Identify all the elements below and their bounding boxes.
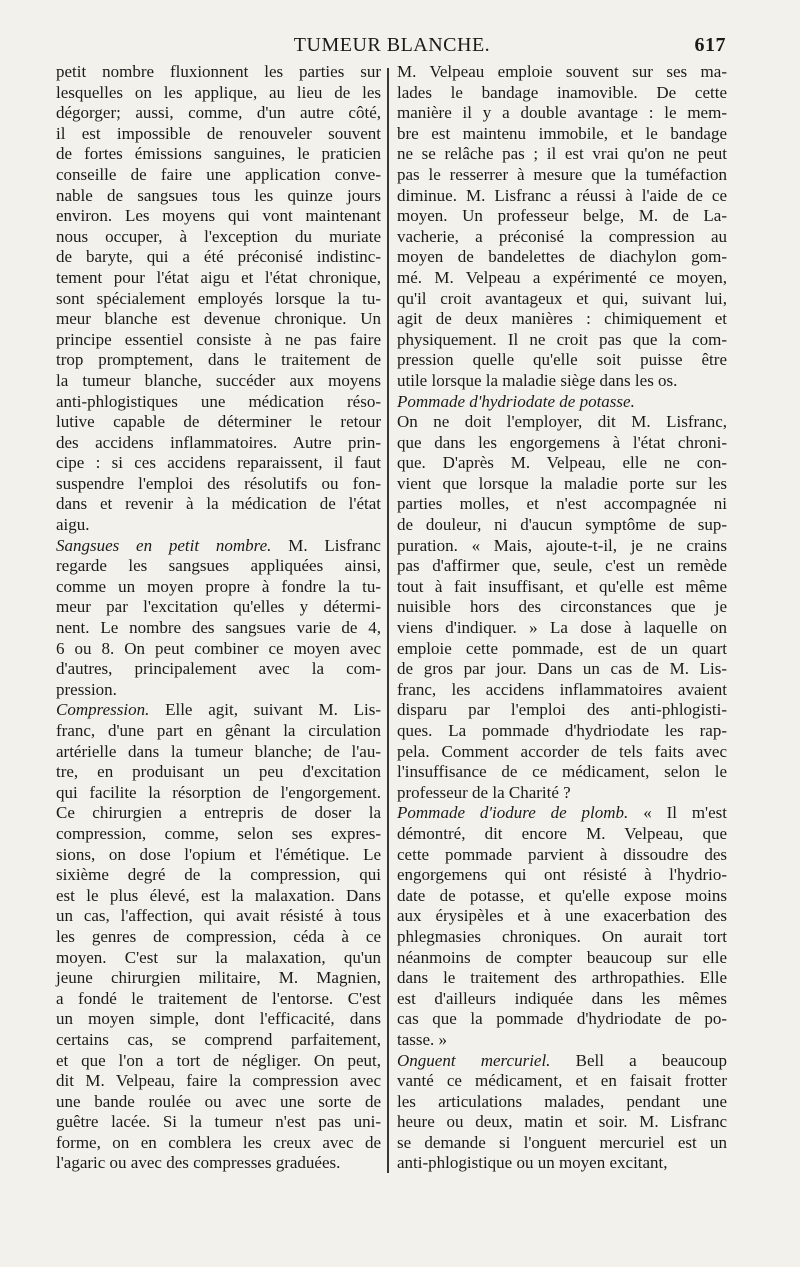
text-line: forme, on en comblera les creux avec de: [56, 1132, 381, 1152]
text-line: compression, comme, selon ses expres-: [56, 823, 381, 843]
text-line: nable de sangsues tous les quinze jours: [56, 185, 381, 205]
text-line: est le plus élevé, est la malaxation. Dans: [56, 885, 381, 905]
text-line: professeur de la Charité ?: [397, 782, 571, 802]
text-line: pression quelle qu'elle soit puisse être: [397, 350, 727, 370]
text-line: moyen de bandelettes de diachylon gom-: [397, 247, 727, 267]
text-line: il est impossible de renouveler souvent: [56, 123, 381, 143]
text-line: franc, d'une part en gênant la circulation: [56, 721, 381, 740]
text-line: guêtre lacée. Si la tumeur n'est pas uni-: [56, 1112, 381, 1132]
text-line: qui facilite la résorption de l'engorgement.: [56, 782, 381, 802]
text-line: que. D'après M. Velpeau, elle ne con-: [397, 453, 727, 473]
text-line: phlegmasies chroniques. On aurait tort: [397, 926, 727, 946]
text-line: d'autres, principalement avec la com-: [56, 659, 381, 679]
text-line: mé. M. Velpeau a expérimenté ce moyen,: [397, 267, 727, 287]
text-line: un moyen simple, dont l'efficacité, dans: [56, 1009, 381, 1029]
text-line: aux érysipèles et à une exacerbation des: [397, 906, 727, 926]
text-line: aigu.: [56, 515, 90, 535]
text-line: Pommade d'hydriodate de potasse.: [397, 391, 635, 411]
text-line: diminue. M. Lisfranc a réussi à l'aide de ce: [397, 185, 727, 205]
text-line: sixième degré de la compression, qui: [56, 865, 381, 885]
text-line: les genres de compression, céda à ce: [56, 926, 381, 946]
text-line: principe essentiel consiste à ne pas faire: [56, 329, 381, 349]
text-line: puration. « Mais, ajoute-t-il, je ne crains: [397, 535, 727, 555]
text-line: heure ou deux, matin et soir. M. Lisfranc: [397, 1112, 727, 1132]
text-line: que dans les engorgemens à l'état chroni-: [397, 432, 727, 452]
text-line: est d'ailleurs indiquée dans les mêmes: [397, 988, 727, 1008]
text-line: vient que lorsque la maladie porte sur les: [397, 473, 727, 493]
text-line: de gros par jour. Dans un cas de M. Lis-: [397, 659, 727, 679]
text-line: date de potasse, et qu'elle expose moins: [397, 885, 727, 905]
text-line: les articulations malades, pendant une: [397, 1091, 727, 1111]
text-line: lutive capable de déterminer le retour: [56, 412, 381, 432]
text-line: tement pour l'état aigu et l'état chronique,: [56, 267, 381, 287]
text-line: lesquelles on les applique, au lieu de les: [56, 82, 381, 102]
text-line: et que l'on a tort de négliger. On peut,: [56, 1050, 381, 1070]
text-line: nent. Le nombre des sangsues varie de 4,: [56, 618, 381, 638]
text-line: sont spécialement employés lorsque la tu-: [56, 288, 381, 308]
text-line: sions, on dose l'opium et l'émétique. Le: [56, 844, 381, 864]
text-line: Compression. Elle agit, suivant M. Lis-: [56, 700, 381, 720]
text-line: physiquement. Il ne croit pas que la com-: [397, 329, 727, 349]
text-line: de fortes émissions sanguines, le praticien: [56, 144, 381, 164]
text-line: emploie cette pommade, est de un quart: [397, 638, 727, 658]
text-line: tasse. »: [397, 1029, 448, 1049]
text-line: bre est maintenu immobile, et le bandage: [397, 123, 727, 143]
text-line: disparu par l'emploi des anti-phlogisti-: [397, 700, 727, 720]
text-line: trop promptement, dans le traitement de: [56, 350, 381, 370]
text-line: vacherie, a préconisé la compression au: [397, 226, 727, 246]
text-line: la tumeur blanche, succéder aux moyens: [56, 370, 381, 390]
text-line: un cas, l'affection, qui avait résisté à tous: [56, 906, 381, 926]
text-line: pas d'affirmer que, seule, c'est un remède: [397, 556, 727, 576]
running-title: TUMEUR BLANCHE.: [293, 34, 491, 56]
page-number: 617: [694, 34, 726, 56]
text-line: dégorger; aussi, comme, d'un autre côté,: [56, 103, 381, 123]
text-line: pression.: [56, 679, 117, 699]
text-line: néanmoins de compter beaucoup sur elle: [397, 947, 727, 967]
text-line: nous occuper, à l'exception du muriate: [56, 226, 381, 246]
text-line: M. Velpeau emploie souvent sur ses ma-: [397, 62, 727, 81]
text-line: On ne doit l'employer, dit M. Lisfranc,: [397, 412, 727, 432]
left-column: [56, 62, 381, 1174]
text-line: agit de deux manières : chimiquement et: [397, 309, 727, 329]
text-line: qu'il croit avantageux et qui, suivant lui,: [397, 288, 727, 308]
text-line: petit nombre fluxionnent les parties sur: [56, 62, 381, 81]
text-line: utile lorsque la maladie siège dans les os.: [397, 370, 678, 390]
text-line: démontré, dit encore M. Velpeau, que: [397, 823, 727, 843]
text-line: ques. La pommade d'hydriodate les rap-: [397, 721, 727, 740]
text-line: l'agaric ou avec des compresses graduées.: [56, 1153, 341, 1173]
text-line: tre, en produisant un peu d'excitation: [56, 762, 381, 782]
text-line: regarde les sangsues appliquées ainsi,: [56, 556, 381, 576]
text-line: manière il y a double avantage : le mem-: [397, 103, 727, 123]
text-line: anti-phlogistique ou un moyen excitant,: [397, 1153, 668, 1173]
text-line: Sangsues en petit nombre. M. Lisfranc: [56, 535, 381, 555]
text-line: anti-phlogistiques une médication réso-: [56, 391, 381, 411]
text-line: moyen. Un professeur belge, M. de La-: [397, 206, 727, 226]
text-line: dans et revenir à la médication de l'état: [56, 494, 381, 514]
text-line: de douleur, ni d'aucun symptôme de sup-: [397, 515, 727, 535]
text-line: suspendre l'emploi des résolutifs ou fon-: [56, 473, 381, 493]
text-line: comme un moyen propre à fondre la tu-: [56, 576, 381, 596]
text-line: une bande roulée ou avec une sorte de: [56, 1091, 381, 1111]
text-line: certains cas, se comprend parfaitement,: [56, 1029, 381, 1049]
text-line: meur blanche est devenue chronique. Un: [56, 309, 381, 329]
text-line: ne se relâche pas ; il est vrai qu'on ne peut: [397, 144, 727, 164]
text-line: conseille de faire une application conve-: [56, 164, 381, 184]
text-line: engorgemens qui ont résisté à l'hydrio-: [397, 865, 727, 885]
text-line: Pommade d'iodure de plomb. « Il m'est: [397, 803, 728, 823]
text-line: se demande si l'onguent mercuriel est un: [397, 1132, 727, 1152]
column-divider: [387, 68, 389, 1173]
text-line: artérielle dans la tumeur blanche; de l'au-: [56, 741, 381, 761]
running-header: [58, 34, 726, 60]
text-line: vanté ce médicament, et en faisait frotter: [397, 1071, 727, 1091]
text-line: cette pommade parvient à dissoudre des: [397, 844, 727, 864]
text-line: 6 ou 8. On peut combiner ce moyen avec: [56, 638, 381, 658]
text-line: tout à fait insuffisant, et qu'elle est même: [397, 576, 727, 596]
text-line: cas que la pommade d'hydriodate de po-: [397, 1009, 727, 1029]
text-line: l'insuffisance de ce médicament, selon le: [397, 762, 727, 782]
text-line: pela. Comment accorder de tels faits avec: [397, 741, 727, 761]
text-line: environ. Les moyens qui vont maintenant: [56, 206, 381, 226]
text-line: Ce chirurgien a entrepris de doser la: [56, 803, 381, 823]
text-line: moyen. C'est sur la malaxation, qu'un: [56, 947, 381, 967]
text-line: parties molles, et n'est accompagnée ni: [397, 494, 727, 514]
text-line: a fondé le traitement de l'entorse. C'est: [56, 988, 381, 1008]
text-line: meur par l'excitation qu'elles y détermi-: [56, 597, 381, 617]
text-line: cipe : si ces accidens reparaissent, il faut: [56, 453, 381, 473]
text-line: des accidens inflammatoires. Autre prin-: [56, 432, 381, 452]
right-column: [397, 62, 727, 1174]
text-line: dans le traitement des arthropathies. Elle: [397, 968, 727, 988]
text-line: Onguent mercuriel. Bell a beaucoup: [397, 1050, 727, 1070]
text-line: pas le resserrer à mesure que la tuméfaction: [397, 164, 727, 184]
text-line: jeune chirurgien militaire, M. Magnien,: [56, 968, 381, 988]
text-line: franc, les accidens inflammatoires avaient: [397, 679, 727, 699]
text-line: viens d'indiquer. » La dose à laquelle on: [397, 618, 727, 638]
text-line: dit M. Velpeau, faire la compression avec: [56, 1071, 381, 1091]
text-line: nuisible hors des circonstances que je: [397, 597, 727, 617]
text-line: lades le bandage inamovible. De cette: [397, 82, 727, 102]
text-line: de baryte, qui a été préconisé indistinc-: [56, 247, 381, 267]
